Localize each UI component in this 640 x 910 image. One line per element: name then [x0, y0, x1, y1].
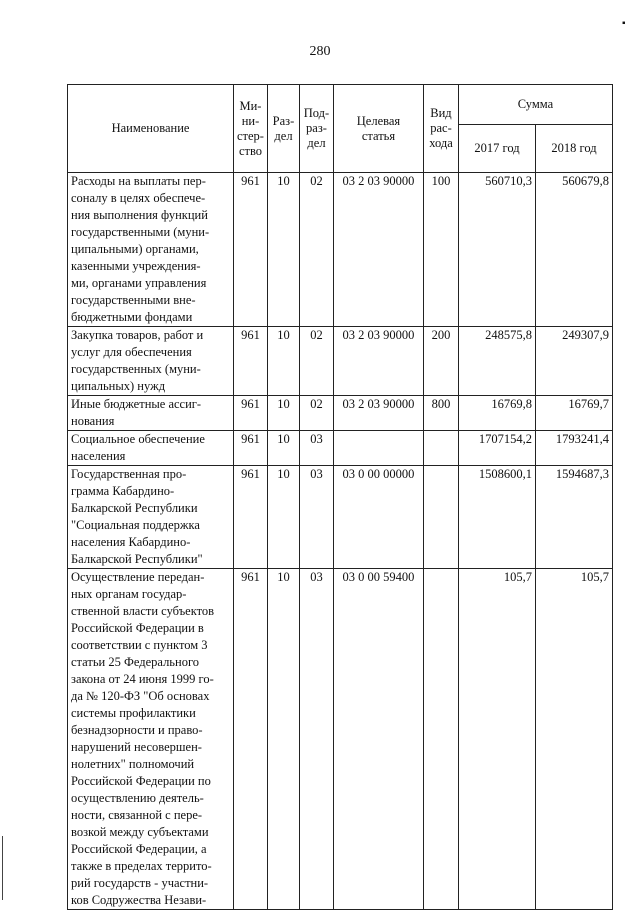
- header-subsection: Под- раз- дел: [299, 85, 333, 173]
- row-ministry: 961: [234, 396, 268, 431]
- page-number: 280: [309, 44, 331, 59]
- row-expense-type: [423, 466, 458, 569]
- row-sum-2017: 248575,8: [458, 327, 535, 396]
- row-sum-2017: 105,7: [458, 569, 535, 910]
- header-target: Целевая статья: [333, 85, 423, 173]
- row-name: Государственная про- грамма Кабардино- Балкарской Республики "Социальная поддержка населения Кабардино- Балкарской Республики": [68, 466, 234, 569]
- row-subsection: 03: [299, 466, 333, 569]
- row-sum-2018: 16769,7: [535, 396, 612, 431]
- row-ministry: 961: [234, 466, 268, 569]
- row-section: 10: [267, 466, 299, 569]
- row-target: 03 2 03 90000: [333, 396, 423, 431]
- budget-table: [67, 84, 613, 910]
- row-subsection: 02: [299, 173, 333, 327]
- table-row: [68, 431, 613, 466]
- row-expense-type: 800: [423, 396, 458, 431]
- header-ministry: Ми- ни- стер- ство: [234, 85, 268, 173]
- row-ministry: 961: [234, 327, 268, 396]
- header-section: Раз- дел: [267, 85, 299, 173]
- row-name: Расходы на выплаты пер- соналу в целях обеспече- ния выполнения функций государственными (муни- ципальными) органами, казенными учреждения- ми, органами управления государственными вне- бюджетными фондами: [68, 173, 234, 327]
- row-section: 10: [267, 327, 299, 396]
- row-section: 10: [267, 396, 299, 431]
- row-name: Иные бюджетные ассиг- нования: [68, 396, 234, 431]
- header-expense-type: Вид рас- хода: [423, 85, 458, 173]
- row-expense-type: [423, 569, 458, 910]
- row-subsection: 03: [299, 431, 333, 466]
- scan-artifact-line: [2, 836, 3, 900]
- row-target: 03 2 03 90000: [333, 173, 423, 327]
- row-subsection: 02: [299, 327, 333, 396]
- row-name: Осуществление передан- ных органам государ- ственной власти субъектов Российской Федерации в соответствии с пунктом 3 статьи 25 Федерального закона от 24 июня 1999 го- да № 120-ФЗ "Об основах системы профилактики безнадзорности и право- нарушений несовершен- нолетних" полномочий Российской Федерации по осуществлению деятель- ности, связанной с пере- возкой между субъектами Российской Федерации, а также в пределах террито- рий государств - участни- ков Содружества Незави-: [68, 569, 234, 910]
- table-body: [68, 173, 613, 910]
- row-expense-type: 200: [423, 327, 458, 396]
- row-ministry: 961: [234, 431, 268, 466]
- row-sum-2017: 1707154,2: [458, 431, 535, 466]
- row-sum-2017: 16769,8: [458, 396, 535, 431]
- header-year-2017: 2017 год: [458, 125, 535, 173]
- header-name: Наименование: [68, 85, 234, 173]
- row-section: 10: [267, 569, 299, 910]
- row-target: 03 0 00 59400: [333, 569, 423, 910]
- row-name: Закупка товаров, работ и услуг для обеспечения государственных (муни- ципальных) нужд: [68, 327, 234, 396]
- table-row: [68, 569, 613, 910]
- row-target: [333, 431, 423, 466]
- table-row: [68, 396, 613, 431]
- header-sum: Сумма: [458, 85, 612, 125]
- row-target: 03 0 00 00000: [333, 466, 423, 569]
- row-target: 03 2 03 90000: [333, 327, 423, 396]
- row-sum-2018: 560679,8: [535, 173, 612, 327]
- row-subsection: 02: [299, 396, 333, 431]
- row-sum-2018: 1793241,4: [535, 431, 612, 466]
- row-name: Социальное обеспечение населения: [68, 431, 234, 466]
- row-sum-2018: 105,7: [535, 569, 612, 910]
- table-row: [68, 466, 613, 569]
- row-sum-2018: 1594687,3: [535, 466, 612, 569]
- row-ministry: 961: [234, 569, 268, 910]
- scan-mark: ▪: [622, 18, 626, 29]
- row-ministry: 961: [234, 173, 268, 327]
- row-subsection: 03: [299, 569, 333, 910]
- table-row: [68, 327, 613, 396]
- row-sum-2017: 1508600,1: [458, 466, 535, 569]
- row-sum-2018: 249307,9: [535, 327, 612, 396]
- row-sum-2017: 560710,3: [458, 173, 535, 327]
- row-section: 10: [267, 431, 299, 466]
- header-year-2018: 2018 год: [535, 125, 612, 173]
- row-expense-type: [423, 431, 458, 466]
- table-row: [68, 173, 613, 327]
- row-expense-type: 100: [423, 173, 458, 327]
- row-section: 10: [267, 173, 299, 327]
